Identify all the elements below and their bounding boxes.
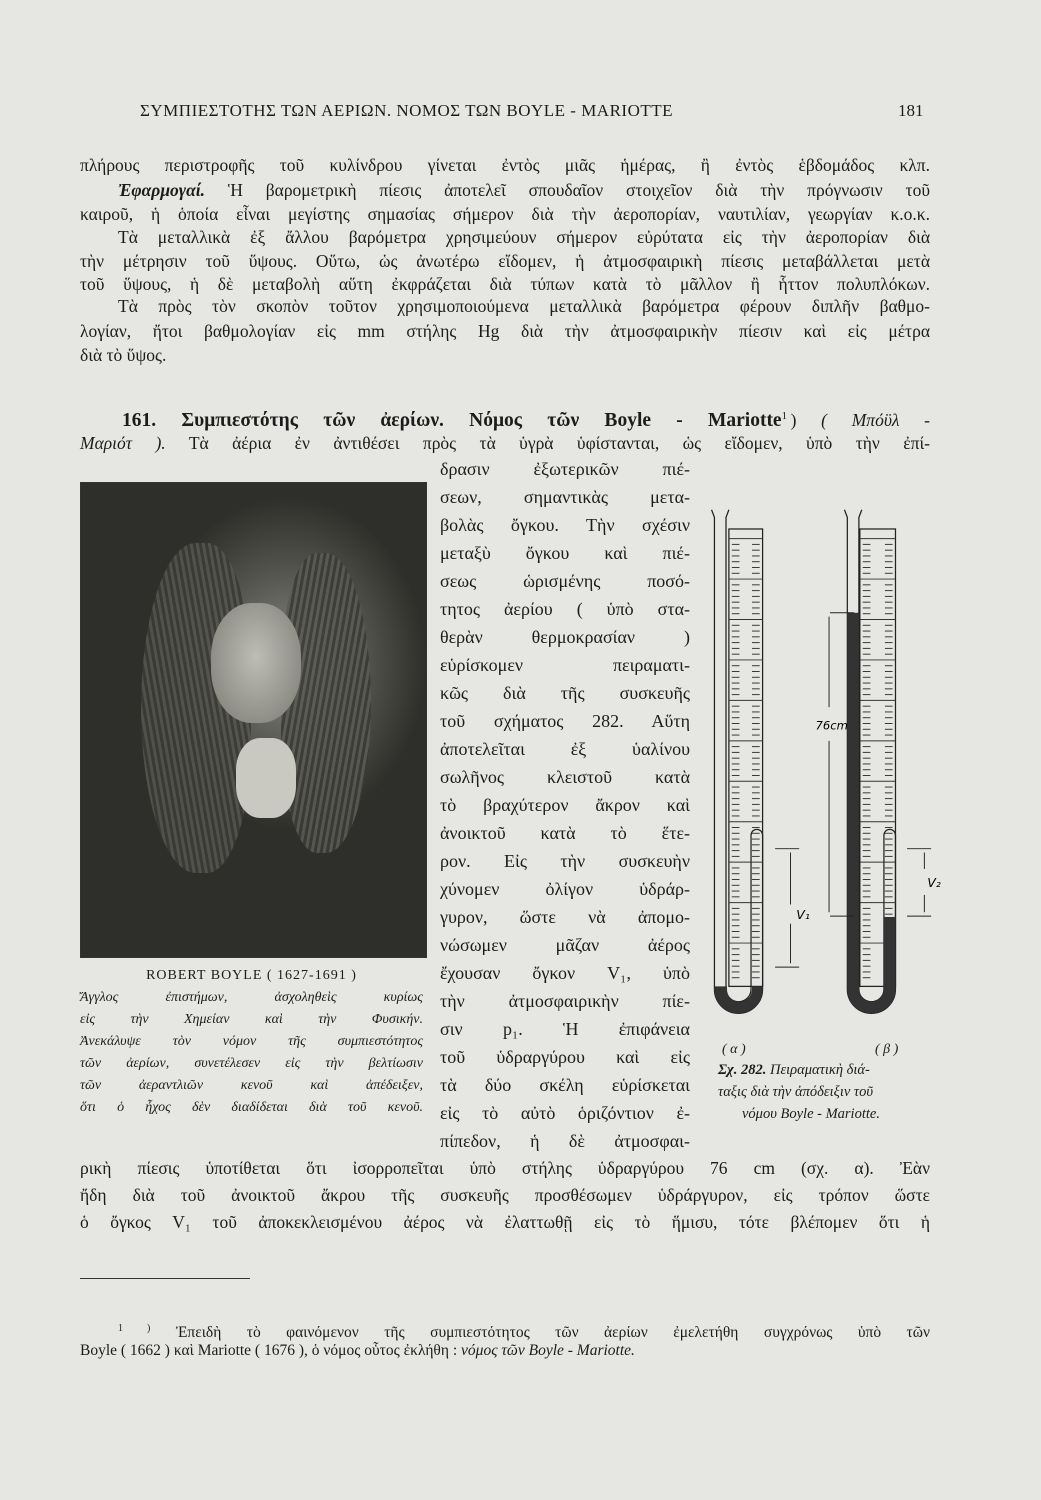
figure-label-b: ( β ) xyxy=(875,1042,899,1057)
text-line: ὁ ὄγκος V₁ τοῦ ἀποκεκλεισμένου ἀέρος νὰ ἐλαττωθῇ εἰς τὸ ἥμισυ, τότε βλέπομεν ὅτι ἡ xyxy=(80,1212,930,1232)
text-line: πλήρους περιστροφῆς τοῦ κυλίνδρου γίνεται ἐντὸς μιᾶς ἡμέρας, ἢ ἐντὸς ἑβδομάδος κλπ. xyxy=(80,155,930,175)
column-text-line: σεων, σημαντικὰς μετα- xyxy=(440,487,690,507)
column-text-line: εἰς τὸ αὐτὸ ὁριζόντιον ἐ- xyxy=(440,1103,690,1123)
footnote-rule xyxy=(80,1278,250,1279)
text-line-applications xyxy=(118,179,930,201)
figure-caption-line xyxy=(718,1062,870,1079)
portrait-caption-line: ὅτι ὁ ἦχος δὲν διαδίδεται διὰ τοῦ κενοῦ. xyxy=(80,1100,423,1115)
column-text-line: ἀνοικτοῦ κατὰ τὸ ἕτε- xyxy=(440,823,690,843)
column-text-line: σιν p₁. Ἡ ἐπιφάνεια xyxy=(440,1019,690,1039)
portrait-caption-name: ROBERT BOYLE ( 1627-1691 ) xyxy=(146,968,357,983)
footnote-line xyxy=(80,1340,930,1362)
column-text-line: ρον. Εἰς τὴν συσκευὴν xyxy=(440,851,690,871)
text-line: διὰ τὸ ὕψος. xyxy=(80,345,167,365)
footnote-mark: 1 ) xyxy=(118,1323,151,1334)
text-line-rest: Τὰ ἀέρια ἐν ἀντιθέσει πρὸς τὰ ὑγρὰ ὑφίστανται, ὡς εἴδομεν, ὑπὸ τὴν ἐπί- xyxy=(188,433,930,453)
figure-number: Σχ. 282. xyxy=(718,1062,767,1078)
boyle-mariotte-apparatus xyxy=(700,490,960,1035)
column-text-line: τοῦ σχήματος 282. Αὕτη xyxy=(440,711,690,731)
footnote-law-name: νόμος τῶν Boyle - Mariotte. xyxy=(461,1342,635,1359)
applications-label: Ἐφαρμογαί. xyxy=(118,180,205,200)
column-text-line: σεως ὡρισμένης ποσό- xyxy=(440,571,690,591)
section-title: 161. Συμπιεστότης τῶν ἀερίων. Νόμος τῶν Boyle - Mariotte xyxy=(122,409,782,431)
text-line: λογίαν, ἤτοι βαθμολογίαν εἰς mm στήλης Hg διὰ τὴν ἀτμοσφαιρικὴν πίεσιν καὶ εἰς μέτρα xyxy=(80,321,930,341)
column-text-line: τὴν ἀτμοσφαιρικὴν πίε- xyxy=(440,991,690,1011)
column-text-line: κῶς διὰ τῆς συσκευῆς xyxy=(440,683,690,703)
column-text-line: εὑρίσκομεν πειραματι- xyxy=(440,655,690,675)
portrait-caption-line: τῶν ἀερίων, συνετέλεσεν εἰς τὴν βελτίωσιν xyxy=(80,1056,423,1071)
column-text-line: πίπεδον, ἡ δὲ ἀτμοσφαι- xyxy=(440,1131,690,1151)
portrait-caption-line: τῶν ἀεραντλιῶν κενοῦ καὶ ἀπέδειξεν, xyxy=(80,1078,423,1093)
figure-caption-line: ταξις διὰ τὴν ἀπόδειξιν τοῦ xyxy=(718,1084,873,1100)
text-line xyxy=(80,432,930,454)
footnote-text: Boyle ( 1662 ) καὶ Mariotte ( 1676 ), ὁ νόμος οὗτος ἐκλήθη : xyxy=(80,1342,458,1359)
column-text-line: τητος ἀερίου ( ὑπὸ στα- xyxy=(440,599,690,619)
text-line: τὴν μέτρησιν τοῦ ὕψους. Οὕτω, ὡς ἀνωτέρω εἴδομεν, ἡ ἀτμοσφαιρικὴ πίεσις μεταβάλλεται μετὰ xyxy=(80,251,930,271)
page-number: 181 xyxy=(898,101,924,120)
v1-label: V₁ xyxy=(796,906,810,922)
portrait-caption-line: Ἄγγλος ἐπιστήμων, ἀσχοληθεὶς κυρίως xyxy=(80,990,423,1005)
footnote-ref: 1 xyxy=(781,410,788,422)
column-text-line: γυρον, ὥστε νὰ ἀπομο- xyxy=(440,907,690,927)
figure-label-a: ( α ) xyxy=(722,1042,746,1057)
v2-label: V₂ xyxy=(927,875,941,891)
figure-caption-line: νόμου Boyle - Mariotte. xyxy=(742,1106,880,1122)
text-line: καιροῦ, ἡ ὁποία εἶναι μεγίστης σημασίας σήμερον διὰ τὴν ἀεροπορίαν, ναυτιλίαν, γεωργίαν κ.ο.κ. xyxy=(80,204,930,224)
text-line: Τὰ πρὸς τὸν σκοπὸν τοῦτον χρησιμοποιούμενα μεταλλικὰ βαρόμετρα φέρουν διπλῆν βαθμο- xyxy=(118,296,930,316)
pronunciation-cont: Μαριότ ). xyxy=(80,433,166,453)
portrait-caption-line: εἰς τὴν Χημείαν καὶ τὴν Φυσικήν. xyxy=(80,1012,423,1027)
text-line: ρικὴ πίεσις ὑποτίθεται ὅτι ἰσορροπεῖται ὑπὸ στήλης ὑδραργύρου 76 cm (σχ. α). Ἐὰν xyxy=(80,1158,930,1178)
76cm-label: 76cm xyxy=(815,718,848,733)
column-text-line: βολὰς ὄγκου. Τὴν σχέσιν xyxy=(440,515,690,535)
column-text-line: σωλῆνος κλειστοῦ κατὰ xyxy=(440,767,690,787)
footnote-text: Ἐπειδὴ τὸ φαινόμενον τῆς συμπιεστότητος τῶν ἀερίων ἐμελετήθη συγχρόνως ὑπὸ τῶν xyxy=(175,1324,930,1342)
text-line: ἤδη διὰ τοῦ ἀνοικτοῦ ἄκρου τῆς συσκευῆς προσθέσωμεν ὑδράργυρον, εἰς τρόπον ὥστε xyxy=(80,1185,930,1205)
robert-boyle-portrait xyxy=(80,482,427,958)
pronunciation: ( Μπόϋλ - xyxy=(821,409,930,430)
text-line: τοῦ ὕψους, ἡ δὲ μεταβολὴ αὕτη ἐκφράζεται διὰ τύπων κατὰ τὸ μᾶλλον ἢ ἧττον πολυπλόκων. xyxy=(80,274,930,294)
column-text-line: τοῦ ὑδραργύρου καὶ εἰς xyxy=(440,1047,690,1067)
portrait-caption-line: Ἀνεκάλυψε τὸν νόμον τῆς συμπιεστότητος xyxy=(80,1034,423,1049)
column-text-line: ἔχουσαν ὄγκον V₁, ὑπὸ xyxy=(440,963,690,983)
column-text-line: τὰ δύο σκέλη εὑρίσκεται xyxy=(440,1075,690,1095)
text-line: Ἡ βαρομετρικὴ πίεσις ἀποτελεῖ σπουδαῖον στοιχεῖον διὰ τὴν πρόγνωσιν τοῦ xyxy=(227,180,931,200)
column-text-line: θερὰν θερμοκρασίαν ) xyxy=(440,627,690,647)
column-text-line: ἀποτελεῖται ἐξ ὑαλίνου xyxy=(440,739,690,759)
column-text-line: νώσωμεν μᾶζαν ἀέρος xyxy=(440,935,690,955)
column-text-line: τὸ βραχύτερον ἄκρον καὶ xyxy=(440,795,690,815)
section-heading-line: 161. Συμπιεστότης τῶν ἀερίων. Νόμος τῶν Boyle - Mariotte$^1$ ) ( Μπόϋλ - xyxy=(122,409,930,431)
column-text-line: χύνομεν ὀλίγον ὑδράρ- xyxy=(440,879,690,899)
running-header: ΣΥΜΠΙΕΣΤΟΤΗΣ ΤΩΝ ΑΕΡΙΩΝ. ΝΟΜΟΣ ΤΩΝ BOYLE - MARIOTTE xyxy=(140,101,674,120)
text-line: Τὰ μεταλλικὰ ἐξ ἄλλου βαρόμετρα χρησιμεύουν σήμερον εὐρύτατα εἰς τὴν ἀεροπορίαν διὰ xyxy=(118,227,930,247)
figure-caption-text: Πειραματικὴ διά- xyxy=(769,1062,870,1078)
column-text-line: δρασιν ἐξωτερικῶν πιέ- xyxy=(440,459,690,479)
column-text-line: μεταξὺ ὄγκου καὶ πιέ- xyxy=(440,543,690,563)
